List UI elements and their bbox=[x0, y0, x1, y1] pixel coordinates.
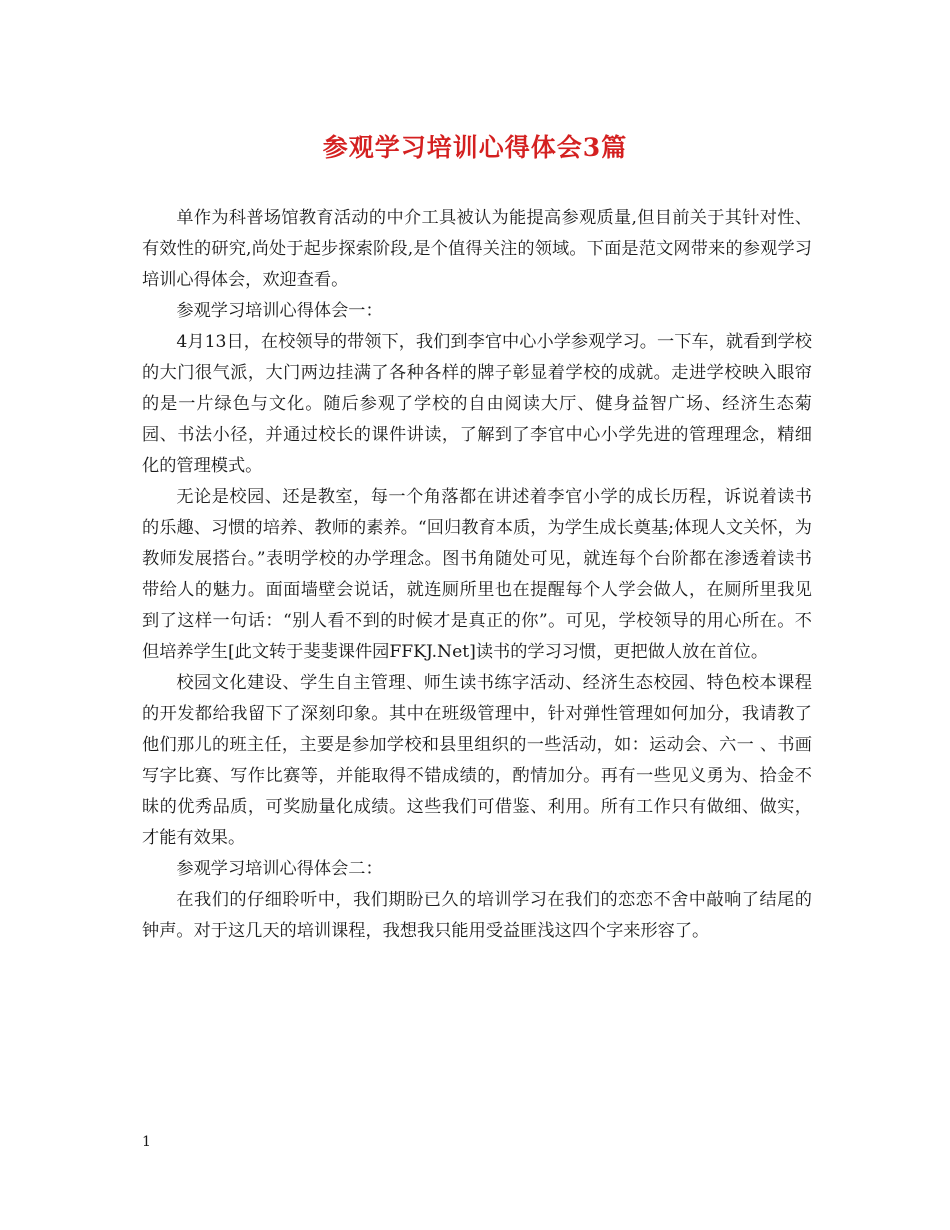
body-paragraph: 校园文化建设、学生自主管理、师生读书练字活动、经济生态校园、特色校本课程的开发都给我留下了深刻印象。其中在班级管理中，针对弹性管理如何加分，我请教了他们那儿的班主任，主要是参加学校和县里组织的一些活动，如：运动会、六一 、书画写字比赛、写作比赛等，并能取得不错成绩的，酌情加分。再有一些见义勇为、拾金不昧的优秀品质，可奖励量化成绩。这些我们可借鉴、利用。所有工作只有做细、做实，才能有效果。 bbox=[142, 673, 812, 848]
body-paragraph: 4月13日，在校领导的带领下，我们到李官中心小学参观学习。一下车，就看到学校的大门很气派，大门两边挂满了各种各样的牌子彰显着学校的成就。走进学校映入眼帘的是一片绿色与文化。随后参观了学校的自由阅读大厅、健身益智广场、经济生态菊园、书法小径，并通过校长的课件讲读，了解到了李官中心小学先进的管理理念，精细化的管理模式。 bbox=[142, 332, 812, 476]
intro-paragraph: 单作为科普场馆教育活动的中介工具被认为能提高参观质量,但目前关于其针对性、有效性的研究,尚处于起步探索阶段,是个值得关注的领域。下面是范文网带来的参观学习培训心得体会，欢迎查看。 bbox=[142, 208, 812, 290]
document-title: 参观学习培训心得体会3篇 bbox=[322, 133, 628, 162]
section-heading-one: 参观学习培训心得体会一： bbox=[176, 301, 383, 321]
document-body bbox=[142, 203, 812, 947]
body-paragraph: 在我们的仔细聆听中，我们期盼已久的培训学习在我们的恋恋不舍中敲响了结尾的钟声。对于这几天的培训课程，我想我只能用受益匪浅这四个字来形容了。 bbox=[142, 890, 812, 941]
page-number: 1 bbox=[142, 1134, 151, 1150]
body-paragraph: 无论是校园、还是教室，每一个角落都在讲述着李官小学的成长历程，诉说着读书的乐趣、习惯的培养、教师的素养。“回归教育本质，为学生成长奠基;体现人文关怀，为教师发展搭台。”表明学校的办学理念。图书角随处可见，就连每个台阶都在渗透着读书带给人的魅力。面面墙壁会说话，就连厕所里也在提醒每个人学会做人，在厕所里我见到了这样一句话：“别人看不到的时候才是真正的你”。可见，学校领导的用心所在。不但培养学生[此文转于斐斐课件园FFKJ.Net]读书的学习习惯，更把做人放在首位。 bbox=[142, 487, 812, 662]
section-heading-two: 参观学习培训心得体会二： bbox=[176, 859, 383, 879]
